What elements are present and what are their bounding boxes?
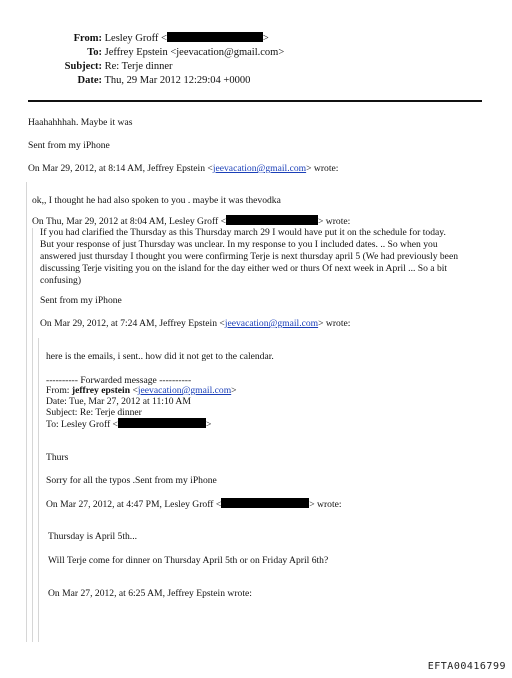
redaction-bar: [118, 418, 206, 428]
date-value: Thu, 29 Mar 2012 12:29:04 +0000: [104, 75, 251, 86]
fwd-to-line: To: Lesley Groff < >: [46, 419, 212, 430]
header-to-row: [40, 46, 284, 59]
redaction-bar: [167, 32, 263, 42]
msg6-quote-line: On Mar 27, 2012, at 6:25 AM, Jeffrey Epstein wrote:: [48, 588, 252, 599]
from-label: From:: [73, 33, 102, 44]
fwd-date-line: Date: Tue, Mar 27, 2012 at 11:10 AM: [46, 396, 191, 407]
msg1-text: Haahahhhah. Maybe it was: [28, 117, 133, 128]
email-link[interactable]: jeevacation@gmail.com: [212, 163, 307, 174]
quote-bar: [32, 228, 33, 642]
quote-bar: [38, 338, 39, 642]
header-from-row: From: Lesley Groff < >: [40, 32, 269, 45]
msg3-quote-line: On Thu, Mar 29, 2012 at 8:04 AM, Lesley Groff < > wrote:: [32, 216, 351, 227]
msg1-sent: Sent from my iPhone: [28, 140, 110, 151]
msg6-question: Will Terje come for dinner on Thursday April 5th or on Friday April 6th?: [48, 555, 329, 566]
msg3-line: answered just thursday I thought you were confirming Terje is next thursday april 5 (We had previously been: [40, 251, 458, 262]
from-value: Lesley Groff: [104, 33, 159, 44]
fwd-subject-line: Subject: Re: Terje dinner: [46, 407, 142, 418]
msg3-sent: Sent from my iPhone: [40, 295, 122, 306]
msg1-quote-line: On Mar 29, 2012, at 8:14 AM, Jeffrey Epstein <jeevacation@gmail.com> wrote:: [28, 163, 339, 174]
msg3-line: But your response of just Thursday was unclear. In my response to you I included dates. .. So when you: [40, 239, 438, 250]
subject-value: Re: Terje dinner: [104, 61, 173, 72]
redaction-bar: [221, 498, 309, 508]
to-label: To:: [87, 47, 102, 58]
date-label: Date:: [77, 75, 102, 86]
msg4-text: here is the emails, i sent.. how did it not get to the calendar.: [46, 351, 274, 362]
msg3-line: confusing): [40, 275, 82, 286]
fwd-from-line: From: jeffrey epstein <jeevacation@gmail.com>: [46, 385, 237, 396]
email-link[interactable]: jeevacation@gmail.com: [137, 385, 232, 396]
email-link[interactable]: jeevacation@gmail.com: [224, 318, 319, 329]
msg5-sent: Sorry for all the typos .Sent from my iPhone: [46, 475, 217, 486]
bates-number: EFTA00416799: [427, 661, 506, 672]
msg3-line: If you had clarified the Thursday as this Thursday march 29 I would have put it on the schedule for today.: [40, 227, 446, 238]
quote-bar: [26, 182, 27, 642]
msg5-text: Thurs: [46, 452, 69, 463]
header-divider: [28, 100, 482, 102]
fwd-from-name: jeffrey epstein: [71, 385, 131, 396]
fwd-divider: ---------- Forwarded message ----------: [46, 375, 192, 386]
to-value: Jeffrey Epstein <jeevacation@gmail.com>: [104, 47, 285, 58]
msg2-text: ok,, I thought he had also spoken to you . maybe it was thevodka: [32, 195, 281, 206]
redaction-bar: [226, 215, 318, 225]
header-subject-row: [40, 60, 173, 73]
msg3-quote2-line: On Mar 29, 2012, at 7:24 AM, Jeffrey Epstein <jeevacation@gmail.com> wrote:: [40, 318, 351, 329]
msg3-line: discussing Terje visiting you on the island for the day either wed or thurs Of next week in April ... So a bit: [40, 263, 448, 274]
msg5-quote-line: On Mar 27, 2012, at 4:47 PM, Lesley Groff < > wrote:: [46, 499, 342, 510]
header-date-row: [40, 74, 250, 87]
msg6-text: Thursday is April 5th...: [48, 531, 138, 542]
subject-label: Subject:: [64, 61, 102, 72]
